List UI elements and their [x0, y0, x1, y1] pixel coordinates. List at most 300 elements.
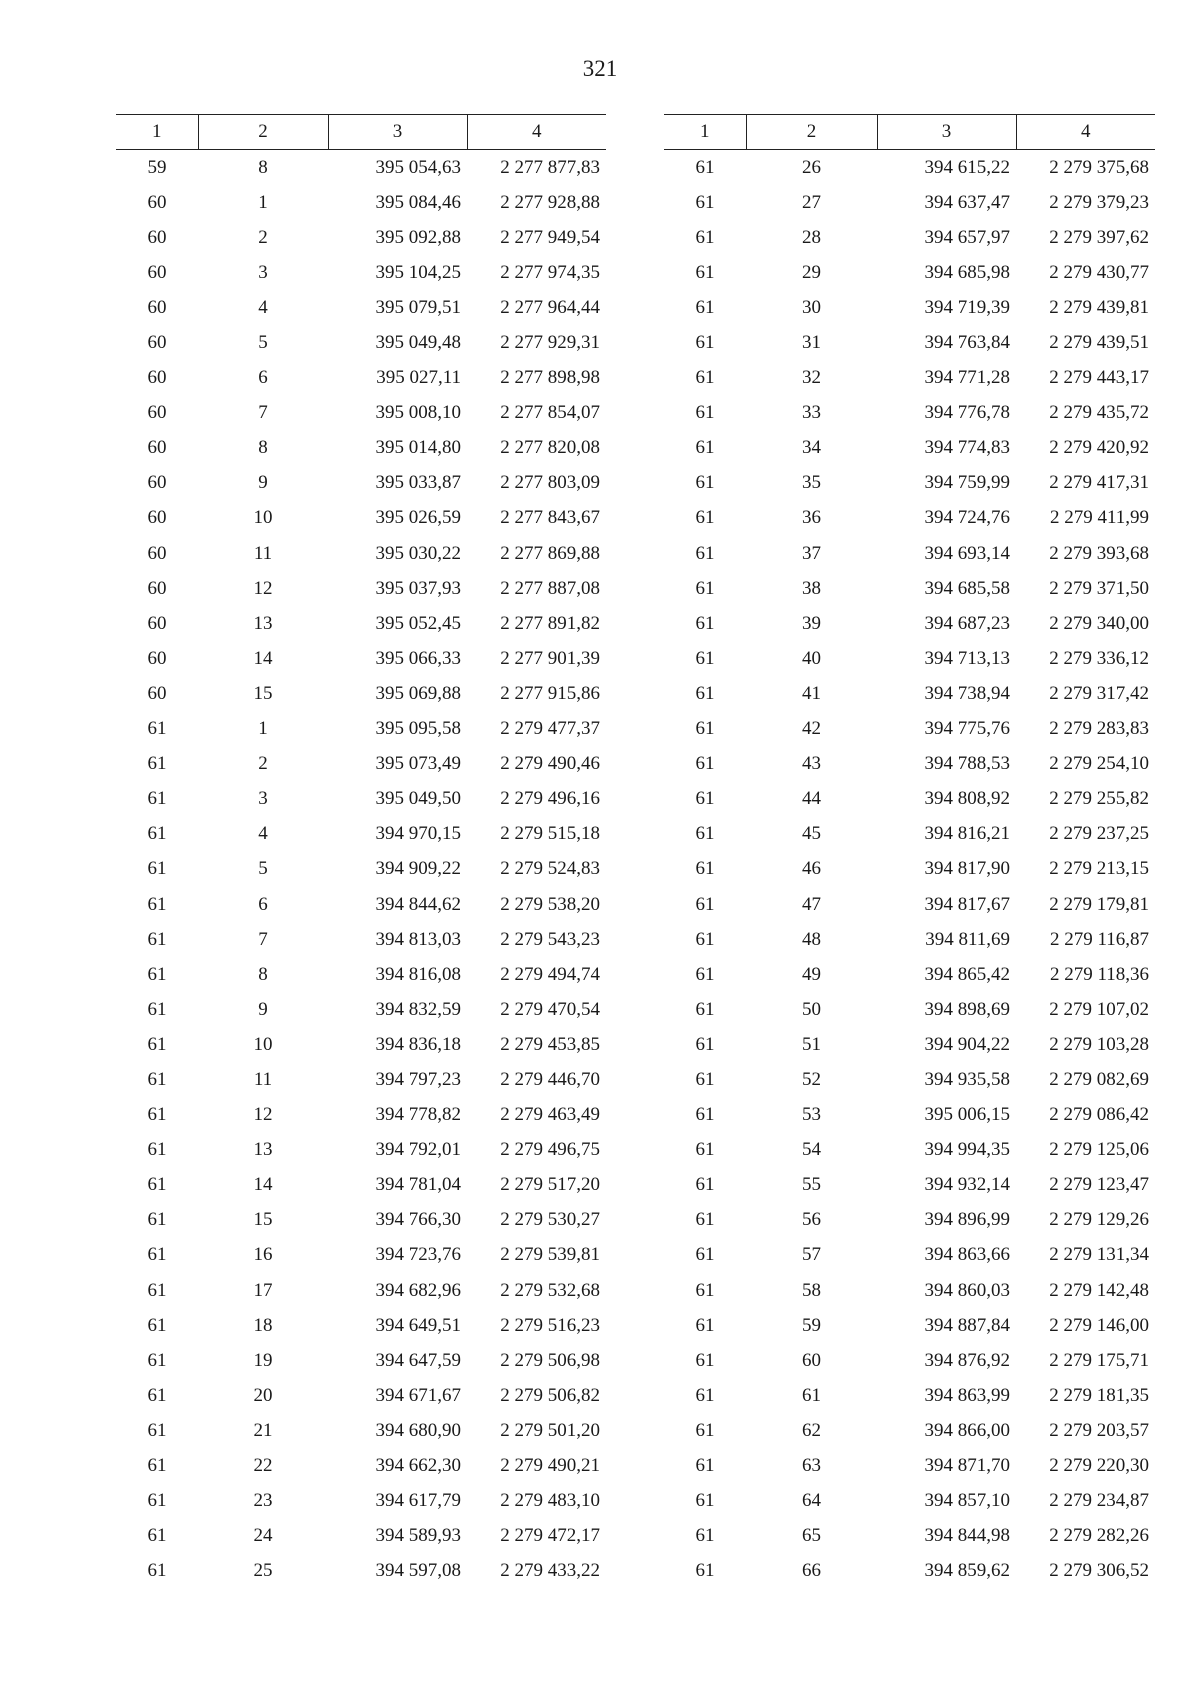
cell-col-4: 2 279 220,30	[1049, 1455, 1149, 1477]
coordinates-table-right	[664, 114, 1155, 1589]
cell-col-3: 394 904,22	[924, 1033, 1010, 1055]
cell-col-3: 394 811,69	[925, 928, 1010, 950]
cell-col-4: 2 279 086,42	[1049, 1104, 1149, 1126]
table-row	[664, 747, 1155, 782]
table-row	[664, 220, 1155, 255]
cell-col-2: 4	[258, 823, 268, 845]
cell-col-2: 7	[258, 928, 268, 950]
table-row	[116, 185, 606, 220]
cell-col-2: 5	[258, 332, 268, 354]
cell-col-1: 61	[147, 1525, 167, 1547]
cell-col-2: 21	[253, 1419, 273, 1441]
cell-col-3: 394 671,67	[375, 1384, 461, 1406]
cell-col-1: 61	[695, 858, 715, 880]
cell-col-1: 61	[695, 1068, 715, 1090]
cell-col-3: 394 896,99	[924, 1209, 1010, 1231]
cell-col-1: 61	[695, 156, 715, 178]
cell-col-1: 60	[147, 261, 167, 283]
cell-col-4: 2 279 472,17	[500, 1525, 600, 1547]
table-row	[116, 1413, 606, 1448]
table-row	[664, 396, 1155, 431]
table-row	[116, 361, 606, 396]
cell-col-1: 61	[695, 1104, 715, 1126]
cell-col-2: 33	[802, 402, 821, 424]
cell-col-1: 61	[695, 718, 715, 740]
cell-col-2: 54	[802, 1139, 821, 1161]
cell-col-3: 394 932,14	[924, 1174, 1010, 1196]
cell-col-4: 2 279 515,18	[500, 823, 600, 845]
table-row	[664, 1378, 1155, 1413]
cell-col-4: 2 279 375,68	[1049, 156, 1149, 178]
cell-col-3: 395 073,49	[375, 753, 461, 775]
cell-col-1: 61	[695, 1279, 715, 1301]
cell-col-1: 61	[695, 963, 715, 985]
cell-col-2: 58	[802, 1279, 821, 1301]
table-row	[664, 1238, 1155, 1273]
cell-col-4: 2 279 116,87	[1049, 928, 1149, 950]
table-row	[664, 1027, 1155, 1062]
table-row	[116, 782, 606, 817]
table-row	[116, 606, 606, 641]
table-row	[116, 1308, 606, 1343]
cell-col-2: 63	[802, 1455, 821, 1477]
cell-col-3: 394 857,10	[924, 1490, 1010, 1512]
cell-col-1: 61	[147, 1068, 167, 1090]
cell-col-3: 394 859,62	[924, 1560, 1010, 1582]
cell-col-3: 394 778,82	[375, 1104, 461, 1126]
coordinates-table-left	[116, 114, 606, 1589]
cell-col-4: 2 279 516,23	[500, 1314, 600, 1336]
cell-col-4: 2 279 283,83	[1049, 718, 1149, 740]
table-row	[116, 641, 606, 676]
cell-col-4: 2 279 107,02	[1049, 998, 1149, 1020]
cell-col-1: 60	[147, 296, 167, 318]
cell-col-1: 60	[147, 226, 167, 248]
cell-col-4: 2 277 901,39	[500, 647, 600, 669]
cell-col-1: 61	[695, 1033, 715, 1055]
table-row	[116, 1027, 606, 1062]
cell-col-3: 394 832,59	[375, 998, 461, 1020]
table-row	[116, 817, 606, 852]
cell-col-3: 395 037,93	[375, 577, 461, 599]
cell-col-1: 61	[147, 1560, 167, 1582]
cell-col-2: 34	[802, 437, 821, 459]
cell-col-3: 394 693,14	[924, 542, 1010, 564]
cell-col-4: 2 277 929,31	[500, 332, 600, 354]
cell-col-4: 2 279 433,22	[500, 1560, 600, 1582]
table-row	[664, 887, 1155, 922]
cell-col-4: 2 279 371,50	[1049, 577, 1149, 599]
cell-col-1: 61	[695, 682, 715, 704]
cell-col-2: 10	[253, 507, 273, 529]
table-row	[664, 992, 1155, 1027]
cell-col-2: 40	[802, 647, 821, 669]
cell-col-2: 13	[253, 1139, 273, 1161]
cell-col-2: 17	[253, 1279, 273, 1301]
cell-col-2: 1	[258, 718, 268, 740]
cell-col-1: 61	[695, 191, 715, 213]
cell-col-4: 2 279 317,42	[1049, 682, 1149, 704]
cell-col-1: 61	[147, 1349, 167, 1371]
cell-col-2: 12	[253, 1104, 273, 1126]
cell-col-2: 25	[253, 1560, 273, 1582]
cell-col-1: 61	[695, 1560, 715, 1582]
table-body-left	[116, 150, 606, 1589]
cell-col-4: 2 279 501,20	[500, 1419, 600, 1441]
table-row	[116, 922, 606, 957]
cell-col-3: 394 797,23	[375, 1068, 461, 1090]
cell-col-3: 394 887,84	[924, 1314, 1010, 1336]
cell-col-3: 394 766,30	[375, 1209, 461, 1231]
cell-col-1: 61	[695, 1384, 715, 1406]
cell-col-4: 2 279 443,17	[1049, 367, 1149, 389]
cell-col-1: 61	[147, 1279, 167, 1301]
cell-col-4: 2 279 439,51	[1049, 332, 1149, 354]
cell-col-1: 61	[147, 1033, 167, 1055]
cell-col-2: 26	[802, 156, 821, 178]
cell-col-3: 394 685,58	[924, 577, 1010, 599]
cell-col-4: 2 279 470,54	[500, 998, 600, 1020]
cell-col-4: 2 279 483,10	[500, 1490, 600, 1512]
table-row	[116, 1484, 606, 1519]
cell-col-4: 2 279 255,82	[1049, 788, 1149, 810]
cell-col-1: 61	[695, 542, 715, 564]
cell-col-4: 2 279 125,06	[1049, 1139, 1149, 1161]
cell-col-4: 2 279 430,77	[1049, 261, 1149, 283]
cell-col-4: 2 279 142,48	[1049, 1279, 1149, 1301]
cell-col-4: 2 279 397,62	[1049, 226, 1149, 248]
cell-col-3: 394 763,84	[924, 332, 1010, 354]
cell-col-3: 394 836,18	[375, 1033, 461, 1055]
cell-col-3: 394 637,47	[924, 191, 1010, 213]
cell-col-1: 61	[695, 472, 715, 494]
cell-col-1: 60	[147, 682, 167, 704]
cell-col-3: 395 052,45	[375, 612, 461, 634]
cell-col-1: 61	[695, 928, 715, 950]
cell-col-4: 2 277 854,07	[500, 402, 600, 424]
cell-col-3: 394 682,96	[375, 1279, 461, 1301]
table-row	[116, 712, 606, 747]
cell-col-2: 46	[802, 858, 821, 880]
cell-col-2: 49	[802, 963, 821, 985]
cell-col-2: 8	[258, 156, 268, 178]
cell-col-3: 394 994,35	[924, 1139, 1010, 1161]
cell-col-3: 394 680,90	[375, 1419, 461, 1441]
table-row	[664, 1062, 1155, 1097]
cell-col-2: 30	[802, 296, 821, 318]
cell-col-2: 3	[258, 788, 268, 810]
table-row	[116, 957, 606, 992]
cell-col-1: 61	[695, 647, 715, 669]
cell-col-2: 8	[258, 437, 268, 459]
cell-col-4: 2 279 463,49	[500, 1104, 600, 1126]
cell-col-3: 394 935,58	[924, 1068, 1010, 1090]
cell-col-1: 61	[695, 1209, 715, 1231]
cell-col-3: 395 008,10	[375, 402, 461, 424]
cell-col-4: 2 279 179,81	[1049, 893, 1149, 915]
cell-col-2: 52	[802, 1068, 821, 1090]
cell-col-3: 394 876,92	[924, 1349, 1010, 1371]
cell-col-3: 395 079,51	[375, 296, 461, 318]
cell-col-2: 37	[802, 542, 821, 564]
cell-col-1: 61	[695, 1490, 715, 1512]
cell-col-3: 394 589,93	[375, 1525, 461, 1547]
cell-col-1: 61	[147, 1490, 167, 1512]
cell-col-4: 2 279 118,36	[1049, 963, 1149, 985]
cell-col-3: 395 069,88	[375, 682, 461, 704]
cell-col-1: 61	[695, 296, 715, 318]
header-col-2: 2	[198, 115, 328, 150]
cell-col-4: 2 279 103,28	[1049, 1033, 1149, 1055]
table-row	[116, 431, 606, 466]
table-row	[116, 501, 606, 536]
cell-col-3: 394 649,51	[375, 1314, 461, 1336]
cell-col-1: 61	[695, 332, 715, 354]
cell-col-1: 61	[147, 1384, 167, 1406]
cell-col-4: 2 279 131,34	[1049, 1244, 1149, 1266]
cell-col-2: 2	[258, 226, 268, 248]
cell-col-1: 61	[147, 823, 167, 845]
cell-col-4: 2 279 538,20	[500, 893, 600, 915]
table-row	[116, 852, 606, 887]
cell-col-1: 60	[147, 507, 167, 529]
table-row	[116, 1062, 606, 1097]
cell-col-4: 2 277 915,86	[500, 682, 600, 704]
cell-col-2: 55	[802, 1174, 821, 1196]
cell-col-2: 18	[253, 1314, 273, 1336]
cell-col-4: 2 279 123,47	[1049, 1174, 1149, 1196]
cell-col-2: 53	[802, 1104, 821, 1126]
cell-col-3: 394 662,30	[375, 1455, 461, 1477]
cell-col-3: 394 792,01	[375, 1139, 461, 1161]
cell-col-1: 59	[147, 156, 167, 178]
cell-col-3: 395 027,11	[376, 367, 461, 389]
cell-col-3: 394 713,13	[924, 647, 1010, 669]
table-row	[664, 1168, 1155, 1203]
cell-col-4: 2 279 237,25	[1049, 823, 1149, 845]
table-row	[116, 676, 606, 711]
cell-col-3: 394 647,59	[375, 1349, 461, 1371]
cell-col-4: 2 277 964,44	[500, 296, 600, 318]
cell-col-1: 61	[147, 1139, 167, 1161]
cell-col-4: 2 277 949,54	[500, 226, 600, 248]
cell-col-2: 50	[802, 998, 821, 1020]
cell-col-2: 15	[253, 682, 273, 704]
cell-col-4: 2 279 254,10	[1049, 753, 1149, 775]
cell-col-2: 13	[253, 612, 273, 634]
cell-col-1: 60	[147, 437, 167, 459]
cell-col-3: 394 844,62	[375, 893, 461, 915]
header-col-2: 2	[746, 115, 877, 150]
cell-col-2: 41	[802, 682, 821, 704]
cell-col-2: 43	[802, 753, 821, 775]
cell-col-4: 2 277 974,35	[500, 261, 600, 283]
cell-col-1: 61	[695, 1314, 715, 1336]
table-row	[116, 571, 606, 606]
cell-col-4: 2 277 887,08	[500, 577, 600, 599]
cell-col-1: 61	[695, 823, 715, 845]
table-row	[116, 1554, 606, 1589]
cell-col-2: 42	[802, 718, 821, 740]
cell-col-1: 61	[695, 437, 715, 459]
cell-col-2: 9	[258, 998, 268, 1020]
table-row	[116, 255, 606, 290]
cell-col-1: 61	[147, 963, 167, 985]
cell-col-1: 61	[695, 998, 715, 1020]
table-row	[116, 1448, 606, 1483]
cell-col-4: 2 279 420,92	[1049, 437, 1149, 459]
cell-col-3: 395 095,58	[375, 718, 461, 740]
table-row	[664, 431, 1155, 466]
cell-col-2: 64	[802, 1490, 821, 1512]
header-col-4: 4	[467, 115, 606, 150]
table-row	[116, 1343, 606, 1378]
table-row	[116, 1273, 606, 1308]
cell-col-4: 2 279 532,68	[500, 1279, 600, 1301]
table-row	[664, 676, 1155, 711]
cell-col-1: 61	[147, 1455, 167, 1477]
cell-col-3: 395 006,15	[924, 1104, 1010, 1126]
cell-col-4: 2 279 393,68	[1049, 542, 1149, 564]
cell-col-1: 61	[147, 1174, 167, 1196]
cell-col-2: 51	[802, 1033, 821, 1055]
cell-col-3: 394 909,22	[375, 858, 461, 880]
cell-col-2: 5	[258, 858, 268, 880]
table-row	[664, 641, 1155, 676]
cell-col-2: 11	[253, 1068, 273, 1090]
table-row	[116, 747, 606, 782]
cell-col-2: 20	[253, 1384, 273, 1406]
cell-col-4: 2 279 203,57	[1049, 1419, 1149, 1441]
cell-col-2: 23	[253, 1490, 273, 1512]
cell-col-3: 394 724,76	[924, 507, 1010, 529]
cell-col-2: 66	[802, 1560, 821, 1582]
cell-col-2: 31	[802, 332, 821, 354]
table-body-right	[664, 150, 1155, 1589]
cell-col-1: 61	[147, 893, 167, 915]
cell-col-3: 394 719,39	[924, 296, 1010, 318]
cell-col-3: 394 775,76	[924, 718, 1010, 740]
cell-col-1: 61	[695, 1244, 715, 1266]
cell-col-2: 10	[253, 1033, 273, 1055]
cell-col-4: 2 279 417,31	[1049, 472, 1149, 494]
table-row	[664, 290, 1155, 325]
table-row	[664, 1413, 1155, 1448]
table-row	[664, 466, 1155, 501]
cell-col-1: 61	[695, 261, 715, 283]
header-col-1: 1	[116, 115, 198, 150]
cell-col-3: 394 816,21	[924, 823, 1010, 845]
cell-col-2: 4	[258, 296, 268, 318]
cell-col-3: 394 617,79	[375, 1490, 461, 1512]
cell-col-1: 61	[147, 753, 167, 775]
cell-col-3: 394 817,90	[924, 858, 1010, 880]
cell-col-3: 394 657,97	[924, 226, 1010, 248]
table-row	[664, 1343, 1155, 1378]
cell-col-2: 65	[802, 1525, 821, 1547]
cell-col-1: 61	[147, 858, 167, 880]
cell-col-3: 394 615,22	[924, 156, 1010, 178]
cell-col-2: 48	[802, 928, 821, 950]
table-row	[664, 782, 1155, 817]
table-row	[664, 817, 1155, 852]
cell-col-1: 61	[147, 718, 167, 740]
cell-col-4: 2 279 435,72	[1049, 402, 1149, 424]
cell-col-4: 2 279 453,85	[500, 1033, 600, 1055]
cell-col-2: 36	[802, 507, 821, 529]
header-col-3: 3	[877, 115, 1016, 150]
cell-col-2: 3	[258, 261, 268, 283]
cell-col-4: 2 279 530,27	[500, 1209, 600, 1231]
cell-col-3: 394 771,28	[924, 367, 1010, 389]
cell-col-3: 395 026,59	[375, 507, 461, 529]
table-row	[664, 957, 1155, 992]
table-row	[664, 1484, 1155, 1519]
cell-col-2: 28	[802, 226, 821, 248]
cell-col-4: 2 277 843,67	[500, 507, 600, 529]
cell-col-4: 2 279 379,23	[1049, 191, 1149, 213]
header-col-3: 3	[328, 115, 467, 150]
cell-col-1: 61	[695, 1455, 715, 1477]
table-row	[664, 1448, 1155, 1483]
cell-col-2: 2	[258, 753, 268, 775]
cell-col-2: 56	[802, 1209, 821, 1231]
cell-col-1: 60	[147, 367, 167, 389]
cell-col-3: 394 687,23	[924, 612, 1010, 634]
cell-col-4: 2 279 234,87	[1049, 1490, 1149, 1512]
cell-col-1: 60	[147, 402, 167, 424]
cell-col-4: 2 279 439,81	[1049, 296, 1149, 318]
table-row	[116, 1098, 606, 1133]
cell-col-3: 394 871,70	[924, 1455, 1010, 1477]
cell-col-2: 1	[258, 191, 268, 213]
cell-col-2: 22	[253, 1455, 273, 1477]
cell-col-1: 60	[147, 612, 167, 634]
cell-col-3: 394 808,92	[924, 788, 1010, 810]
cell-col-4: 2 277 928,88	[500, 191, 600, 213]
cell-col-1: 61	[147, 998, 167, 1020]
cell-col-3: 395 104,25	[375, 261, 461, 283]
cell-col-2: 57	[802, 1244, 821, 1266]
cell-col-2: 19	[253, 1349, 273, 1371]
cell-col-1: 60	[147, 647, 167, 669]
cell-col-2: 62	[802, 1419, 821, 1441]
cell-col-4: 2 279 543,23	[500, 928, 600, 950]
cell-col-1: 61	[695, 612, 715, 634]
cell-col-3: 394 816,08	[375, 963, 461, 985]
cell-col-2: 14	[253, 647, 273, 669]
cell-col-2: 6	[258, 367, 268, 389]
cell-col-3: 394 898,69	[924, 998, 1010, 1020]
cell-col-1: 61	[695, 402, 715, 424]
cell-col-4: 2 279 340,00	[1049, 612, 1149, 634]
cell-col-3: 394 866,00	[924, 1419, 1010, 1441]
cell-col-2: 9	[258, 472, 268, 494]
cell-col-1: 61	[695, 367, 715, 389]
cell-col-3: 395 049,48	[375, 332, 461, 354]
table-row	[664, 255, 1155, 290]
cell-col-3: 394 813,03	[375, 928, 461, 950]
cell-col-2: 61	[802, 1384, 821, 1406]
cell-col-2: 59	[802, 1314, 821, 1336]
cell-col-4: 2 279 129,26	[1049, 1209, 1149, 1231]
cell-col-3: 394 738,94	[924, 682, 1010, 704]
header-col-4: 4	[1016, 115, 1155, 150]
table-row	[664, 1203, 1155, 1238]
table-row	[116, 1203, 606, 1238]
cell-col-1: 60	[147, 191, 167, 213]
cell-col-3: 394 776,78	[924, 402, 1010, 424]
